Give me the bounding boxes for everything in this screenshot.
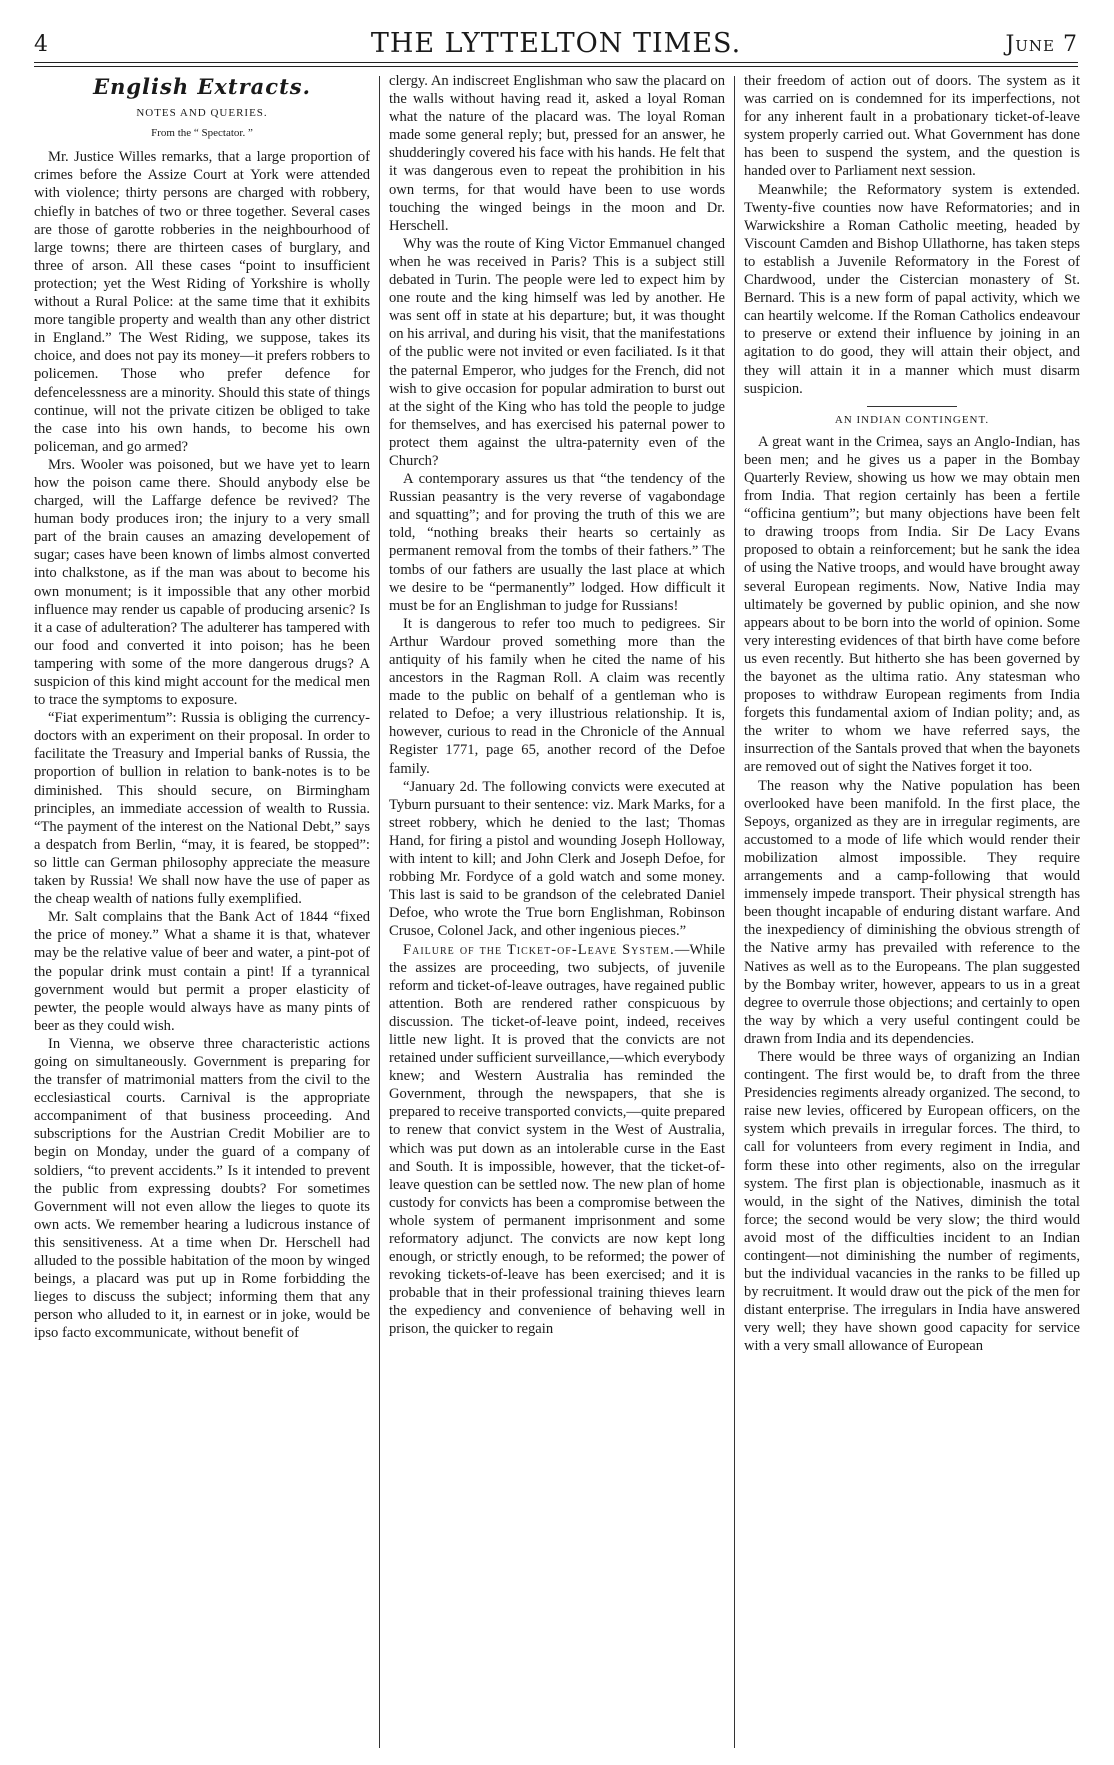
paragraph: clergy. An indiscreet Englishman who saw the placard on the walls without having read it, asked a loyal Roman what the nature of the placard was. The loyal Roman made some general reply; but, pressed for an answer, he shudderingly covered his face with his hands. He felt that it was dangerous even to repeat the prohibition in his own terms, for that would have been to use words touching the winged beings in the moon and Dr. Herschell.: [389, 73, 725, 234]
paragraph: A great want in the Crimea, says an Anglo-Indian, has been men; and he gives us a paper in the Bombay Quarterly Review, showing us how we may obtain men from India. That region certainly has been a fertile “officina gentium”; but many objections have been felt to drawing troops from India. Sir De Lacy Evans proposed to obtain a reinforcement; but he sank the idea of using the Native troops, and would have brought away several European regiments. Now, Native India may ultimately be governed by public opinion, and she now appears about to be born into the world of opinion. Some very interesting evidences of that birth have come before us even recently. But hitherto she has been governed by the bayonet as the ultima ratio. Any statesman who proposes to withdraw European regiments from India forgets this fundamental axiom of Indian polity; and, as the writer to whom we have referred says, the insurrection of the Santals proved that when the bayonets are removed out of sight the Natives forget it too.: [744, 433, 1080, 776]
paragraph: their freedom of action out of doors. The system as it was carried on is condemned for its imperfections, not for any inherent fault in a probationary ticket-of-leave system properly carried out. What Government has done has been to suspend the system, and the question is handed over to Parliament next session.: [744, 73, 1080, 180]
paragraph: Why was the route of King Victor Emmanuel changed when he was received in Paris? This is a subject still debated in Turin. The people were led to expect him by one route and the king himself was led by another. He was sent off in state at his departure; but, it was thought on his arrival, and during his visit, that the manifestations of the public were not invited or even faciliated. Is it that the paternal Emperor, who judges for the French, did not wish to give occasion for popular admiration to burst out at the sight of the King who has told the people to judge for themselves, and has exercised his paternal power to protect them against the ultra-paternity even of the Church?: [389, 235, 725, 469]
column-separator: [734, 76, 735, 1748]
paragraph: Mrs. Wooler was poisoned, but we have yet to learn how the poison came there. Should anybody else be charged, will the Laffarge defence be revived? The human body produces iron; the injury to a very small part of the brain causes an amazing developement of sugar; cases have been known of limbs almost converted into chalkstone, as if the man was about to become his own monument; is it impossible that any other morbid influence may render us capable of producing arsenic? Is it a case of adulteration? The adulterer has tampered with our food and converted it into poison; has he been tampering with some of the more dangerous drugs? A suspicion of this kind might account for the medical men to trace the symptoms to exposure.: [34, 456, 370, 709]
section-title: English Extracts.: [93, 74, 311, 99]
paragraph: Mr. Salt complains that the Bank Act of 1844 “fixed the price of money.” What a shame it is that, whatever may be the relative value of beer and water, a pint-pot of the popular drink must contain a pint! If a tyrannical government would but permit a proper elasticity of pewter, the people would always have as many pints of beer as they could wish.: [34, 909, 370, 1034]
column-3: [744, 72, 1080, 1752]
paragraph: It is dangerous to refer too much to pedigrees. Sir Arthur Wardour proved something more than the antiquity of his family when he cited the name of his ancestors in the Ragman Roll. A claim was recently made to the public on behalf of a gentleman who is related to Defoe; a very illustrious relationship. It is, however, curious to read in the Chronicle of the Annual Register 1771, page 65, another record of the Defoe family.: [389, 615, 725, 777]
columns: [34, 72, 1080, 1752]
paragraph: In Vienna, we observe three characteristic actions going on simultaneously. Government is preparing for the transfer of matrimonial matters from the civil to the ecclesiastical courts. Carnival is the appropriate accompaniment of that business proceeding. And subscriptions for the Austrian Credit Mobilier are to begin on Monday, under the guard of a company of soldiers, “to prevent accidents.” Is it intended to prevent the public from expressing doubts? For sometimes Government will not even allow the lieges to quote its own acts. We remember hearing a ludicrous instance of this sensitiveness. At a time when Dr. Herschell had alluded to the possible habitation of the moon by winged beings, a placard was put up in Rome forbidding the lieges to discuss the subject; informing them that any person who alluded to it, in earnest or in joke, would be ipso facto excommunicate, without benefit of: [34, 1035, 370, 1342]
paragraph: “January 2d. The following convicts were executed at Tyburn pursuant to their sentence: viz. Mark Marks, for a street robbery, which he denied to the last; Thomas Hand, for firing a pistol and wounding Joseph Holloway, with intent to kill; and John Clerk and Joseph Defoe, for robbing Mr. Fordyce of a gold watch and some money. This last is said to be grandson of the celebrated Daniel Defoe, who wrote the True born Englishman, Robinson Crusoe, Colonel Jack, and other ingenious pieces.”: [389, 778, 725, 940]
failure-paragraph: [389, 941, 725, 1339]
article-title: AN INDIAN CONTINGENT.: [834, 413, 990, 426]
paragraph: Meanwhile; the Reformatory system is extended. Twenty-five counties now have Reformatories; and in Warwickshire a Roman Catholic meeting, headed by Viscount Camden and Bishop Ullathorne, has taken steps to establish a Juvenile Reformatory in the Forest of Chardwood, under the Cistercian monastery of St. Bernard. This is a new form of papal activity, which we can heartily welcome. If the Roman Catholics endeavour to preserve or extend their influence by joining in an agitation to do good, they will attain their object, and they will attain it in a manner which must disarm suspicion.: [744, 181, 1080, 397]
column-1: [34, 72, 370, 1752]
page-number: 4: [34, 32, 48, 57]
article-source: From the “ Spectator. ”: [151, 127, 253, 140]
paragraph: The reason why the Native population has been overlooked have been manifold. In the first place, the Sepoys, organized as they are in irregular regiments, are accustomed to a mode of life which would render their mobilization almost impossible. They require arrangements and a camp-following that would immensely impede transport. Their physical strength has been thought incapable of enduring distant warfare. And the inexpediency of diminishing the obvious strength of the Native army has prevailed with reference to the Natives as well as to the Europeans. The plan suggested by the Bombay writer, however, appears to us in a great degree to overrule those objections; and certainly to open the way by which a very useful contingent could be drawn from India and its dependencies.: [744, 777, 1080, 1047]
masthead-rule-top: [34, 62, 1078, 63]
article-divider: [867, 406, 957, 407]
failure-text: —While the assizes are proceeding, two subjects, of juvenile reform and ticket-of-leave outrages, have regained public attention. Both are rendered rather conspicuous by discussion. The ticket-of-leave point, indeed, receives little new light. It is proved that the convicts are not retained under sufficient surveillance,—which everybody knew; and Western Australia has reminded the Government, through the newspapers, that she is prepared to receive transported convicts,—quite prepared to renew that convict system in the West of Australia, which was put down as an intolerable curse in the East and South. It is impossible, however, that the ticket-of-leave question can be settled now. The new plan of home custody for convicts has been a compromise between the whole system of permanent imprisonment and some reformatory adjunct. The convicts are now kept long enough, or strictly enough, to be reformed; the power of revoking tickets-of-leave has been exercised; and it is probable that in their professional training thieves learn the expediency and convenience of behaving well in prison, the quicker to regain: [389, 941, 725, 1338]
masthead-rule-bottom: [34, 66, 1078, 67]
newspaper-title: THE LYTTELTON TIMES.: [370, 28, 742, 59]
paragraph: “Fiat experimentum”: Russia is obliging the currency-doctors with an experiment on their proposal. In order to facilitate the Treasury and Imperial banks of Russia, the proportion of bullion in relation to bank-notes is to be diminished. This should secure, on Birmingham principles, an immediate accession of wealth to Russia. “The payment of the interest on the National Debt,” says a despatch from Berlin, “may, it is feared, be stopped”: so little can German philosophy appreciate the measure taken by Russia! We shall now have the use of paper as the cheap wealth of nations fully exemplified.: [34, 710, 370, 908]
masthead: [34, 28, 1078, 62]
article-title: NOTES AND QUERIES.: [136, 107, 268, 120]
column-separator: [379, 76, 380, 1748]
failure-heading: Failure of the Ticket-of-Leave System.: [403, 941, 675, 958]
paragraph: There would be three ways of organizing an Indian contingent. The first would be, to draft from the three Presidencies regiments already organized. The second, to raise new levies, officered by European officers, on the system which prevails in irregular forces. The third, to call for volunteers from every regiment in India, and form these into other regiments, also on the irregular system. The first plan is objectionable, inasmuch as it would, in the sight of the Natives, diminish the total force; the second would be very slow; the third would avoid most of the difficulties incident to an Indian contingent—not diminishing the number of regiments, but the individual vacancies in the ranks to be filled up by recruitment. It would draw out the pick of the men for distant enterprise. The irregulars in India have answered very well; they have shown good capacity for service with a very small allowance of European: [744, 1048, 1080, 1355]
issue-date: June 7: [1005, 32, 1078, 57]
paragraph: Mr. Justice Willes remarks, that a large proportion of crimes before the Assize Court at York were attended with violence; thirty persons are charged with robbery, chiefly in batches of two or three together. Several cases are those of garotte robberies in the neighbourhood of large towns; there are thirteen cases of burglary, and three of arson. All these cases “point to insufficient protection; yet the West Riding of Yorkshire is wholly without a Rural Police: at the same time that it exhibits more tangible property and wealth than any other district in England.” The West Riding, we suppose, takes its choice, and does not pay its money—it prefers robbers to policemen. Those who prefer defence for defencelessness are a minority. Should this state of things continue, will not the private citizen be obliged to take the case into his own hands, to become his own policeman, and go armed?: [34, 149, 370, 455]
column-2: [389, 72, 725, 1752]
paragraph: A contemporary assures us that “the tendency of the Russian peasantry is the very reverse of vagabondage and squatting”; and for proving the truth of this we are told, “nothing breaks their hearts so certainly as permanent removal from the tombs of their fathers.” The tombs of our fathers are usually the last place at which we desire to be “permanently” lodged. How difficult it must be for an Englishman to judge for Russians!: [389, 471, 725, 614]
